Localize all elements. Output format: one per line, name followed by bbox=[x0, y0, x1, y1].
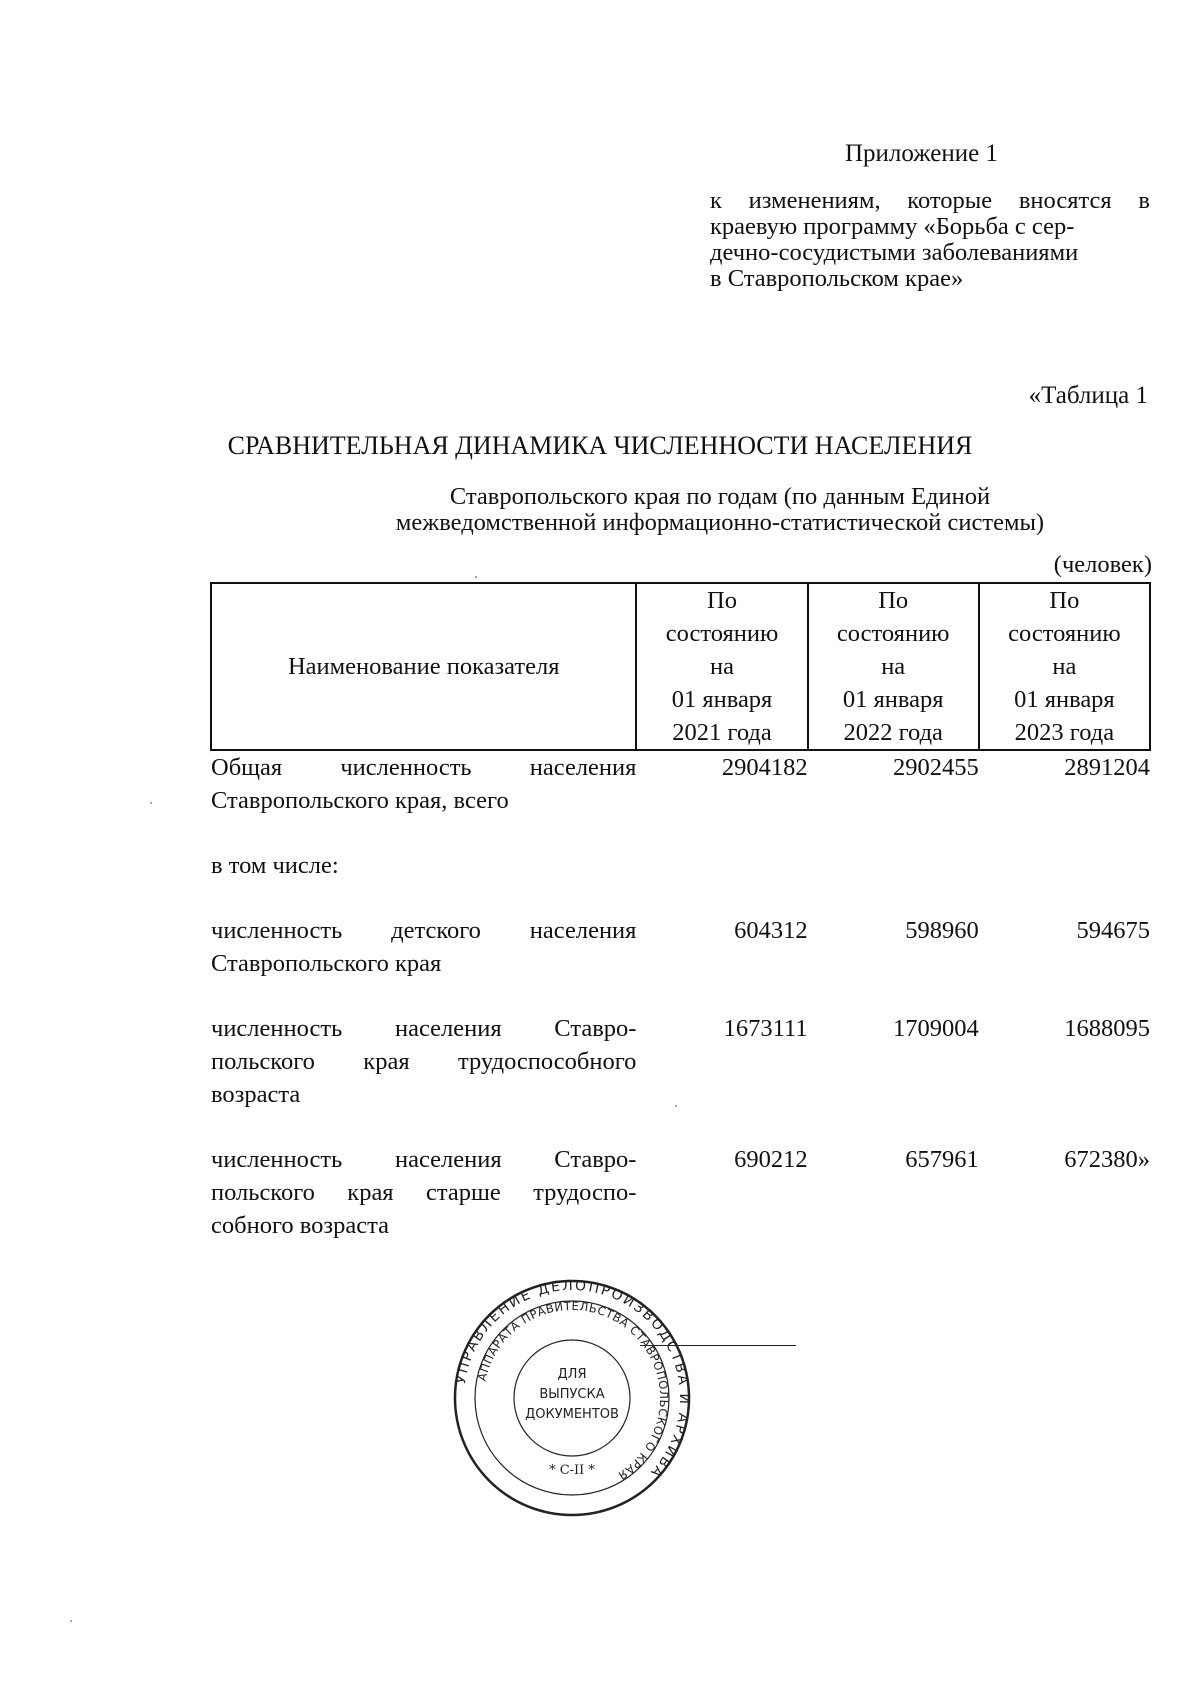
row-value-2023: 594675 bbox=[1076, 917, 1150, 944]
header-2022-line: на bbox=[881, 653, 906, 680]
population-table bbox=[210, 582, 1151, 1242]
header-indicator-name: Наименование показателя bbox=[211, 583, 636, 750]
row-value-2023: 1688095 bbox=[1064, 1015, 1150, 1042]
row-value-2021: 1673111 bbox=[723, 1015, 808, 1042]
row-value-2023 bbox=[979, 849, 1150, 882]
stamp-outer-text: УПРАВЛЕНИЕ ДЕЛОПРОИЗВОДСТВА И АРХИВА bbox=[452, 1278, 692, 1482]
row-value-2021 bbox=[636, 849, 807, 882]
header-2022-line: 2022 года bbox=[843, 719, 943, 746]
header-2021 bbox=[636, 583, 807, 750]
table-units: (человек) bbox=[1053, 551, 1152, 578]
header-2021-line: 2021 года bbox=[672, 719, 772, 746]
row-value-2023: 672380» bbox=[1064, 1146, 1150, 1173]
stamp-code: * С-II * bbox=[549, 1463, 595, 1478]
header-2023-line: состоянию bbox=[1008, 620, 1121, 647]
header-2022 bbox=[808, 583, 979, 750]
table-header-row bbox=[211, 583, 1150, 750]
stamp-center-line-2: ВЫПУСКА bbox=[539, 1387, 605, 1402]
row-value-2022 bbox=[808, 849, 979, 882]
row-value-2021: 2904182 bbox=[721, 754, 808, 781]
row-value-2022: 657961 bbox=[905, 1146, 979, 1173]
row-label: численность населения Ставро-польского края трудоспособного возраста bbox=[211, 1015, 637, 1108]
row-value-2022: 1709004 bbox=[893, 1015, 979, 1042]
stamp-center-line-1: ДЛЯ bbox=[557, 1367, 587, 1382]
scan-speck bbox=[70, 1620, 72, 1622]
header-2023-line: По bbox=[1049, 587, 1080, 614]
table-row bbox=[211, 750, 1150, 817]
header-2021-line: По bbox=[707, 587, 737, 614]
table-row bbox=[211, 849, 1150, 882]
scan-speck bbox=[150, 802, 152, 804]
stamp-inner-text: АППАРАТА ПРАВИТЕЛЬСТВА СТАВРОПОЛЬСКОГО КРАЯ bbox=[474, 1298, 672, 1483]
stamp-center-line-3: ДОКУМЕНТОВ bbox=[525, 1407, 619, 1422]
header-2022-line: 01 января bbox=[842, 686, 944, 713]
header-2023 bbox=[979, 583, 1150, 750]
row-label: в том числе: bbox=[211, 852, 339, 879]
scan-speck bbox=[675, 1105, 677, 1107]
appendix-text: к изменениям, которые вносятся в краевую программу «Борьба с сер- дечно-сосудистыми заболеваниями в Ставропольском крае» bbox=[710, 187, 1150, 292]
row-value-2021: 604312 bbox=[734, 917, 808, 944]
table-heading: СРАВНИТЕЛЬНАЯ ДИНАМИКА ЧИСЛЕННОСТИ НАСЕЛЕНИЯ bbox=[227, 431, 973, 460]
row-label: Общая численность населения Ставропольского края, всего bbox=[211, 754, 637, 814]
header-2023-line: 2023 года bbox=[1014, 719, 1115, 746]
header-2021-line: на bbox=[710, 653, 735, 680]
header-2023-line: на bbox=[1052, 653, 1077, 680]
header-2022-line: состоянию bbox=[836, 620, 950, 647]
official-stamp bbox=[452, 1278, 692, 1518]
header-2021-line: состоянию bbox=[665, 620, 779, 647]
table-subheading: Ставропольского края по годам (по данным Единой межведомственной информационно-статистической системы) bbox=[395, 483, 1045, 536]
header-2021-line: 01 января bbox=[671, 686, 773, 713]
table-row bbox=[211, 1143, 1150, 1242]
row-value-2021: 690212 bbox=[734, 1146, 808, 1173]
header-2023-line: 01 января bbox=[1014, 686, 1115, 713]
table-label: «Таблица 1 bbox=[1028, 382, 1148, 409]
appendix-title: Приложение 1 bbox=[845, 140, 998, 167]
row-value-2022: 598960 bbox=[905, 917, 979, 944]
header-2022-line: По bbox=[878, 587, 909, 614]
table-row bbox=[211, 1012, 1150, 1111]
scan-speck bbox=[475, 576, 477, 578]
table-row bbox=[211, 914, 1150, 980]
row-label: численность детского населения Ставропольского края bbox=[211, 917, 637, 977]
row-value-2022: 2902455 bbox=[893, 754, 979, 781]
row-value-2023: 2891204 bbox=[1064, 754, 1150, 781]
row-label: численность населения Ставро-польского края старше трудоспо-собного возраста bbox=[211, 1146, 637, 1239]
